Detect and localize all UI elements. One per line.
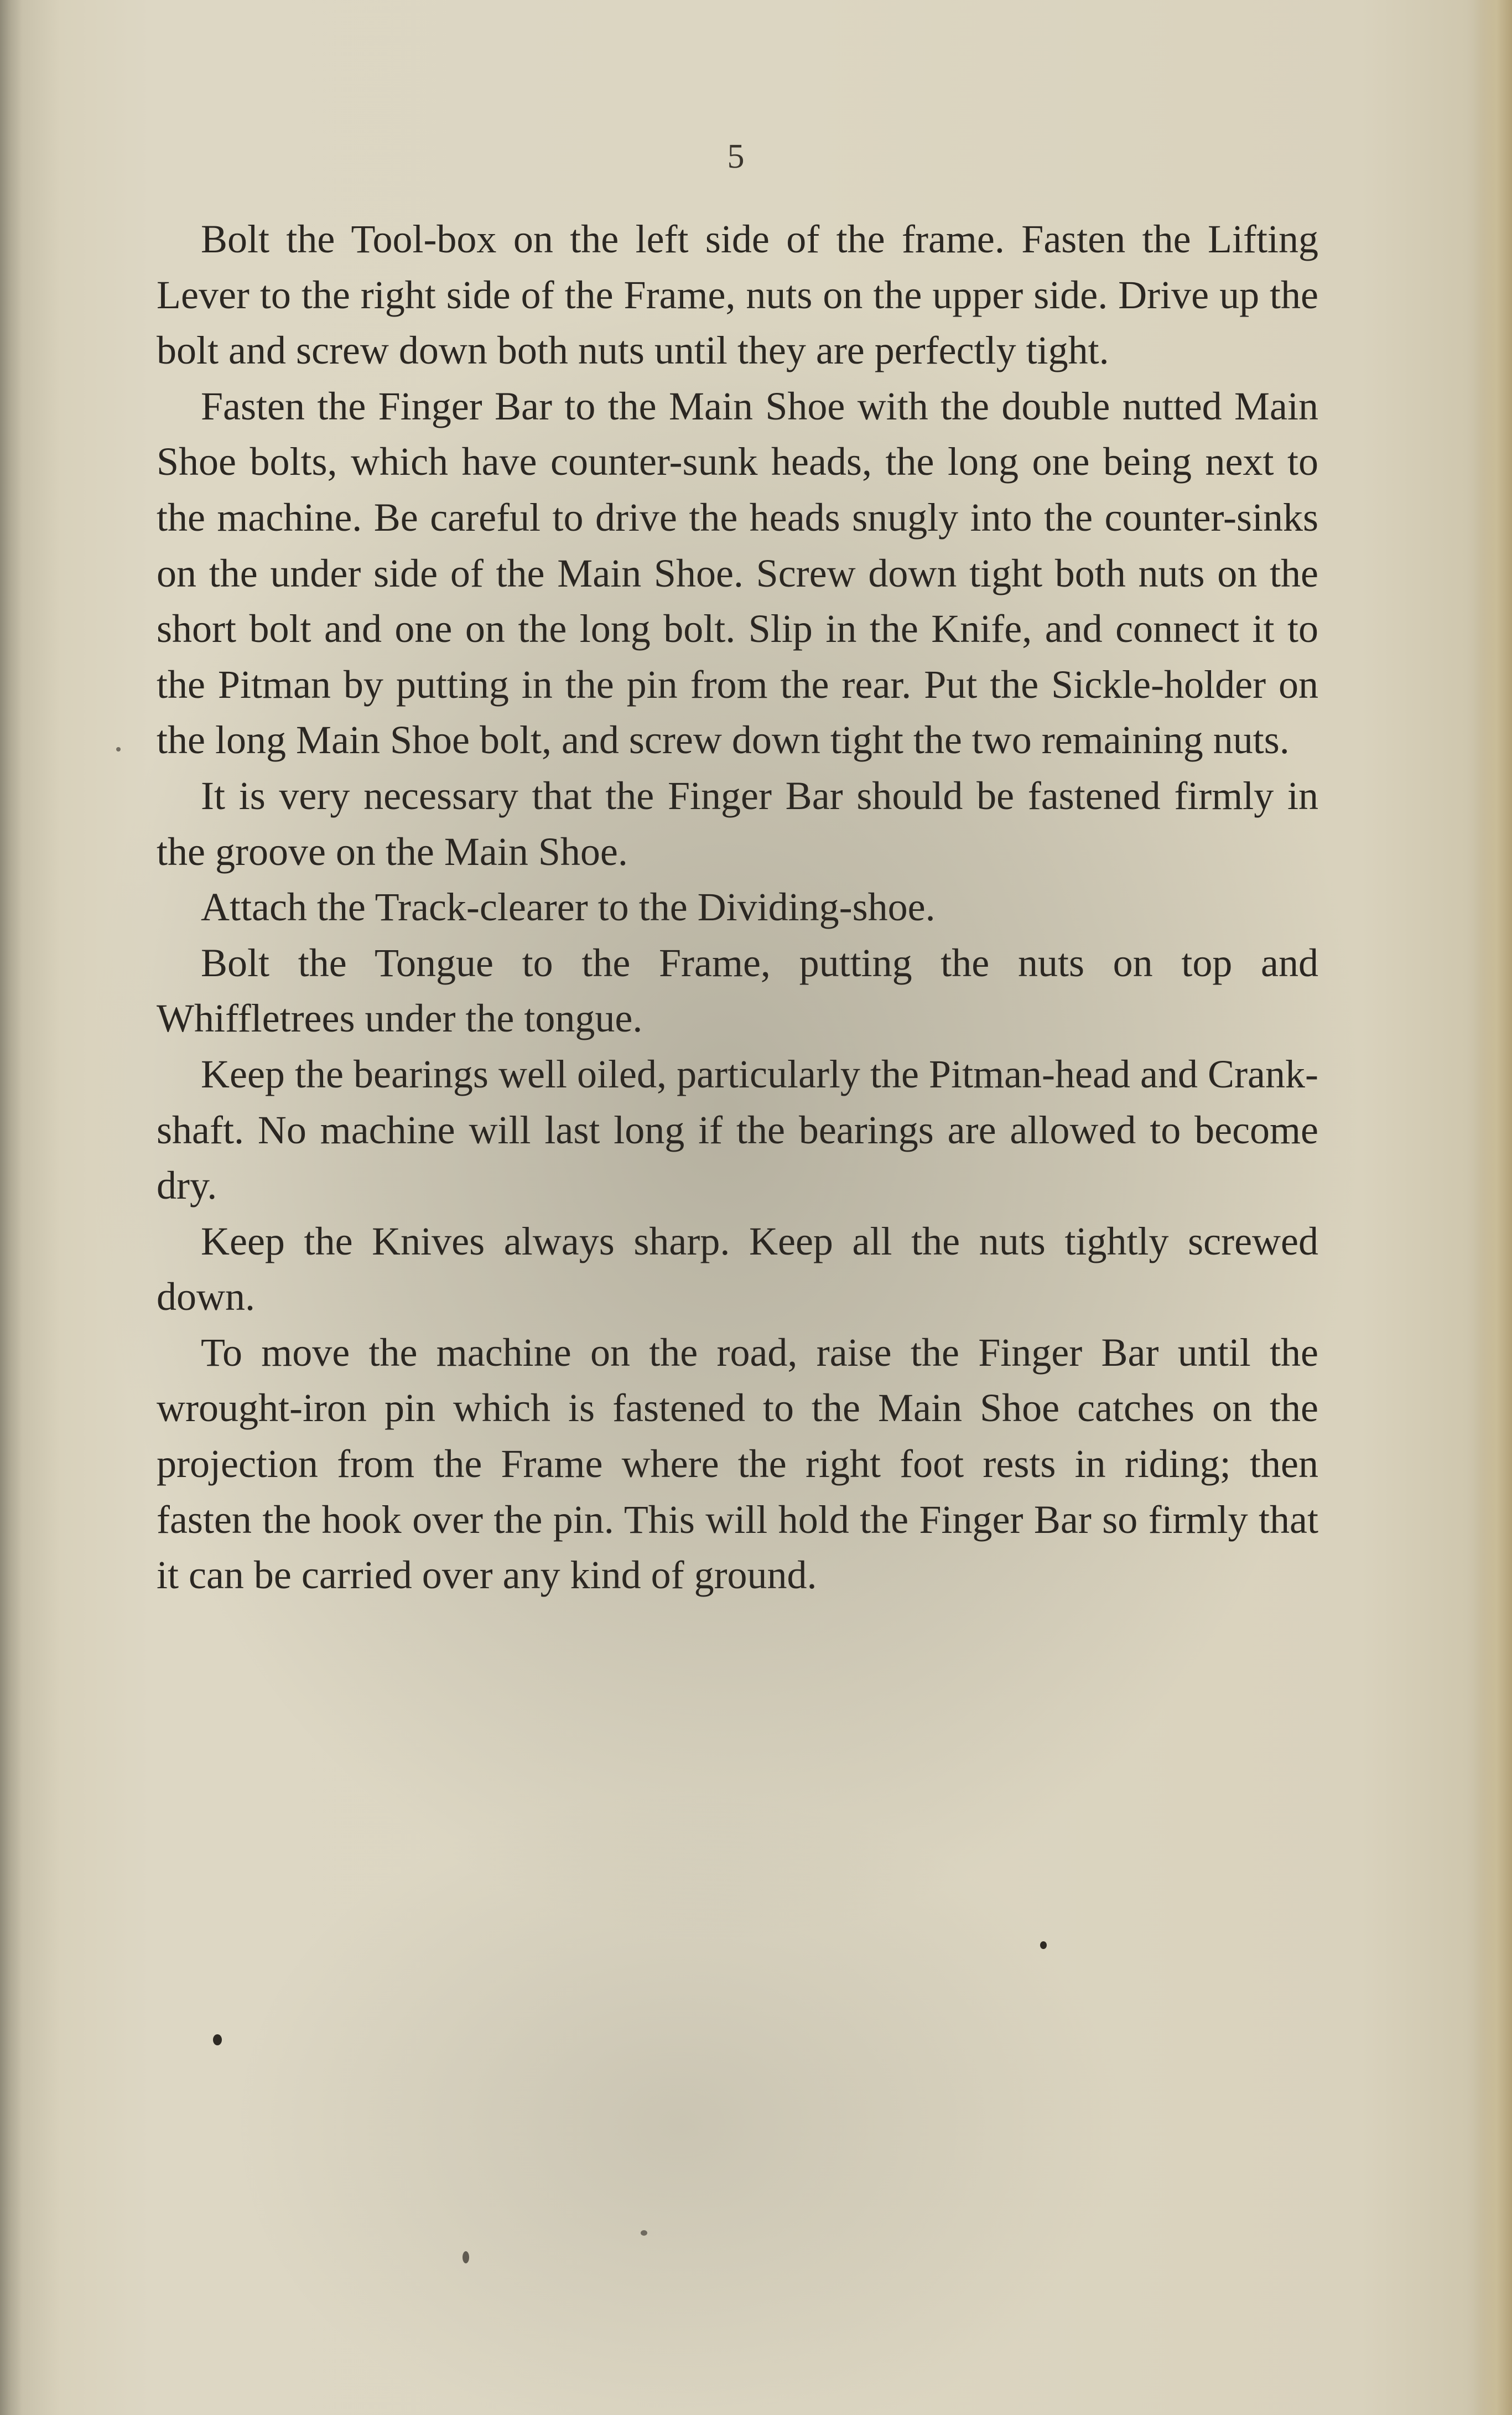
page-spine-shadow bbox=[0, 0, 22, 2415]
ink-speck bbox=[116, 747, 121, 752]
ink-speck bbox=[641, 2230, 647, 2236]
body-text bbox=[157, 211, 1318, 1603]
page-edge bbox=[1473, 0, 1512, 2415]
paragraph-toolbox: Bolt the Tool-box on the left side of the frame. Fasten the Lifting Lever to the right side of the Frame, nuts on the upper side. Drive up the bolt and screw down both nuts until they are perfectly tight. bbox=[157, 217, 1318, 373]
paragraph-finger-bar: Fasten the Finger Bar to the Main Shoe with the double nutted Main Shoe bolts, which have counter-sunk heads, the long one being next to the machine. Be careful to drive the heads snugly into the counter-sinks on the under side of the Main Shoe. Screw down tight both nuts on the short bolt and one on the long bolt. Slip in the Knife, and connect it to the Pitman by putting in the pin from the rear. Put the Sickle-holder on the long Main Shoe bolt, and screw down tight the two remaining nuts. bbox=[157, 384, 1318, 763]
paragraph-fastening: It is very necessary that the Finger Bar should be fastened firmly in the groove on the Main Shoe. bbox=[157, 773, 1318, 874]
page-number: 5 bbox=[727, 138, 745, 175]
paragraph-bearings: Keep the bearings well oiled, particularly the Pitman-head and Crank-shaft. No machine will last long if the bearings are allowed to become dry. bbox=[157, 1051, 1318, 1208]
paragraph-moving-machine: To move the machine on the road, raise the Finger Bar until the wrought-iron pin which is fastened to the Main Shoe catches on the projection from the Frame where the right foot rests in riding; then fasten the hook over the pin. This will hold the Finger Bar so firmly that it can be carried over any kind of ground. bbox=[157, 1330, 1318, 1598]
ink-speck bbox=[1040, 1941, 1047, 1949]
ink-speck bbox=[213, 2034, 222, 2045]
paragraph-knives: Keep the Knives always sharp. Keep all the nuts tightly screwed down. bbox=[157, 1219, 1318, 1319]
paragraph-tongue: Bolt the Tongue to the Frame, putting the nuts on top and Whiffletrees under the tongue. bbox=[157, 940, 1318, 1041]
paragraph-track-clearer: Attach the Track-clearer to the Dividing-shoe. bbox=[201, 885, 936, 930]
ink-speck bbox=[463, 2251, 469, 2263]
